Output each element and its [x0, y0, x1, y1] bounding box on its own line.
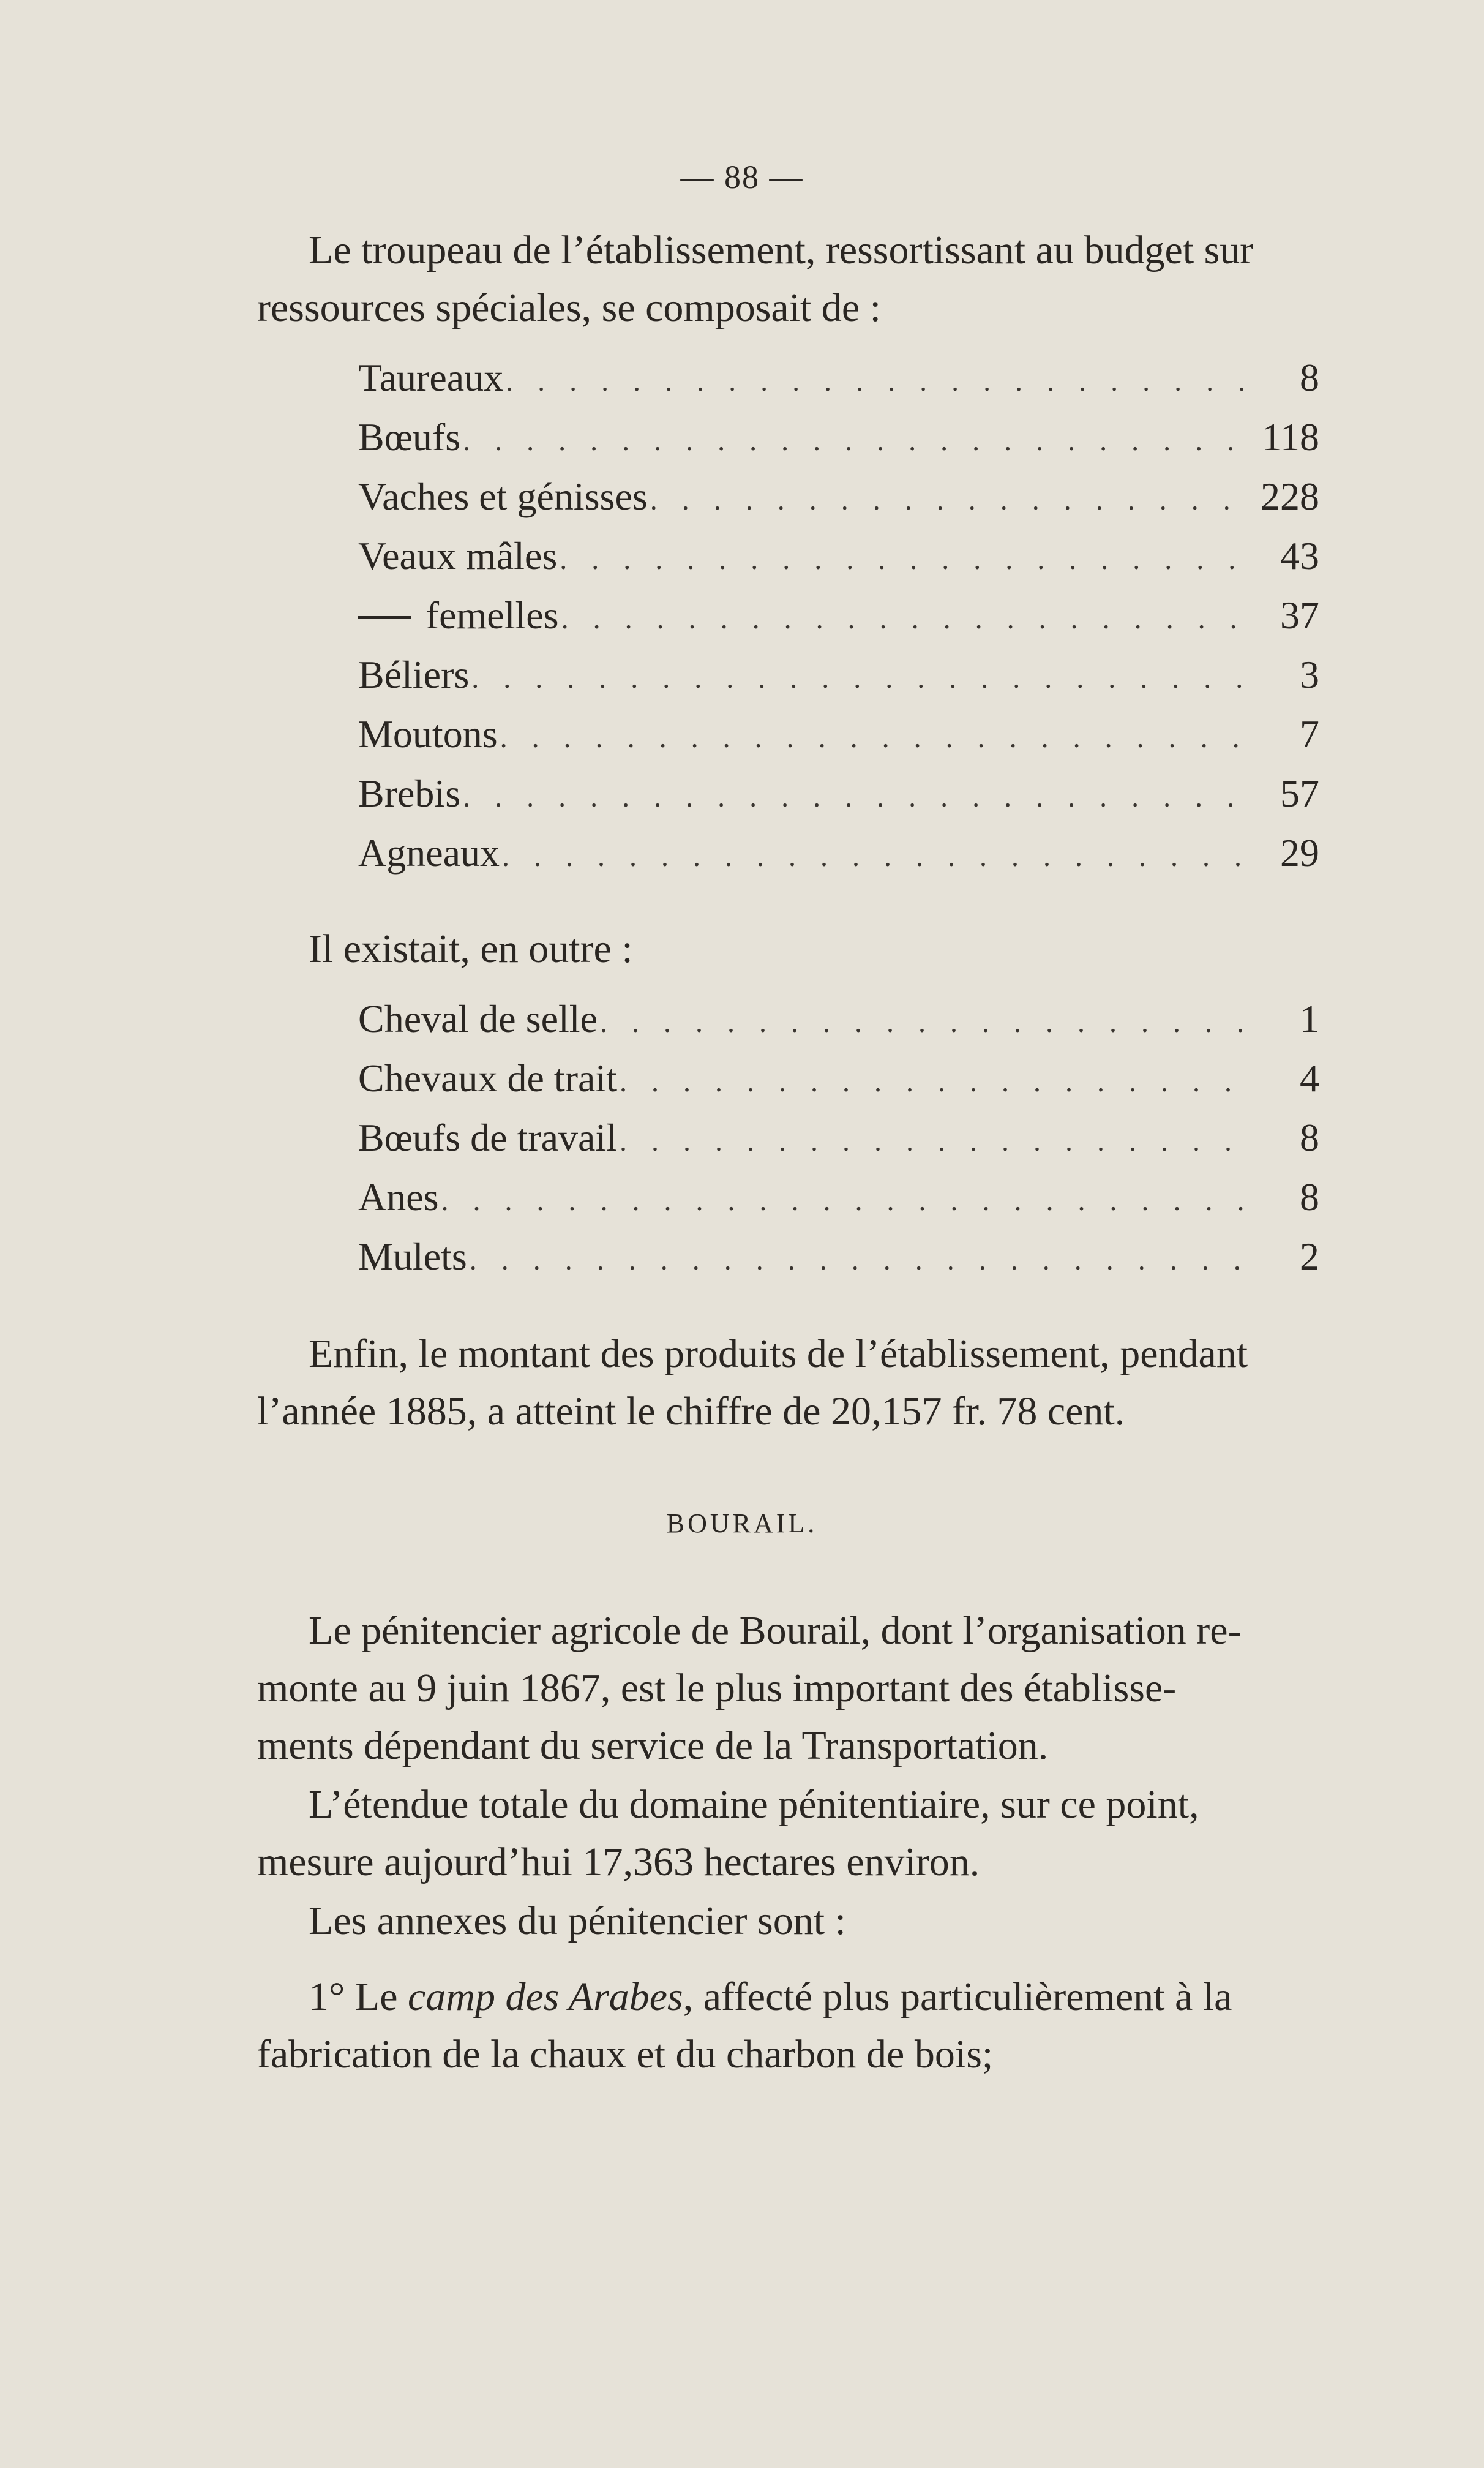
bourail-paragraph-1 — [257, 1602, 1420, 1775]
item-value: 8 — [1300, 1175, 1319, 1219]
leader-dots — [650, 483, 1248, 517]
bourail-p1-line-2: monte au 9 juin 1867, est le plus important des établisse- — [257, 1666, 1177, 1710]
intro-paragraph — [257, 222, 1420, 337]
list-item — [358, 355, 1319, 415]
leader-dots — [463, 780, 1252, 814]
bourail-p2-line-1: L’étendue totale du domaine pénitentiaire, sur ce point, — [309, 1782, 1199, 1827]
item-value: 4 — [1300, 1056, 1319, 1100]
leader-dots — [502, 840, 1252, 873]
bourail-paragraph-3 — [257, 1892, 1420, 1950]
item-label: Agneaux — [358, 831, 500, 875]
extra-intro: Il existait, en outre : — [309, 927, 633, 971]
leader-dots — [463, 424, 1250, 457]
leader-dots — [500, 721, 1252, 754]
annex-1-paragraph — [257, 1968, 1420, 2083]
enfin-line-2: l’année 1885, a atteint le chiffre de 20,157 fr. 78 cent. — [257, 1389, 1125, 1434]
list-item — [358, 593, 1319, 652]
leader-dots — [471, 661, 1252, 695]
item-value: 2 — [1300, 1235, 1319, 1278]
list-item — [358, 996, 1319, 1056]
bourail-p3-line: Les annexes du pénitencier sont : — [309, 1898, 846, 1943]
annex-1-line-1 — [257, 1968, 1420, 2026]
item-label: Béliers — [358, 653, 470, 696]
intro-line-1: Le troupeau de l’établissement, ressortissant au budget sur — [309, 228, 1254, 273]
annex-text-after: , affecté plus particulièrement à la — [683, 1974, 1232, 2019]
enfin-line-1: Enfin, le montant des produits de l’établissement, pendant — [309, 1331, 1248, 1376]
item-label: Bœufs de travail — [358, 1116, 617, 1159]
list-item — [358, 1056, 1319, 1115]
leader-dots — [620, 1124, 1252, 1158]
item-value: 7 — [1300, 712, 1319, 756]
item-label: Vaches et génisses — [358, 475, 648, 518]
item-label: Taureaux — [358, 356, 504, 399]
item-value: 57 — [1280, 772, 1319, 815]
item-value: 228 — [1261, 475, 1319, 518]
bourail-paragraph-2 — [257, 1776, 1420, 1891]
list-item — [358, 415, 1319, 474]
item-value: 118 — [1262, 415, 1319, 459]
list-item — [358, 474, 1319, 533]
item-label: Chevaux de trait — [358, 1056, 617, 1100]
list-item — [358, 771, 1319, 830]
bourail-p1-line-1: Le pénitencier agricole de Bourail, dont l’organisation re- — [309, 1608, 1242, 1653]
list-item — [358, 712, 1319, 771]
leader-dots — [441, 1184, 1252, 1217]
item-label: Anes — [358, 1175, 439, 1219]
item-value: 37 — [1280, 593, 1319, 637]
item-label: Cheval de selle — [358, 997, 598, 1040]
item-value: 29 — [1280, 831, 1319, 875]
annex-italic: camp des Arabes — [408, 1974, 683, 2019]
item-value: 8 — [1300, 1116, 1319, 1159]
annex-text-before: Le — [354, 1974, 408, 2019]
item-label: Mulets — [358, 1235, 467, 1278]
section-title: BOURAIL. — [666, 1508, 818, 1538]
leader-dots — [560, 543, 1252, 576]
livestock-list — [358, 355, 1319, 890]
leader-dots — [470, 1243, 1252, 1277]
item-label: Moutons — [358, 712, 498, 756]
item-label: femelles — [425, 593, 559, 637]
list-item — [358, 1175, 1319, 1234]
leader-dots — [561, 602, 1252, 636]
list-item — [358, 652, 1319, 712]
bourail-p1-line-3: ments dépendant du service de la Transportation. — [257, 1723, 1049, 1768]
list-item — [358, 830, 1319, 890]
annex-number: 1° — [309, 1974, 345, 2019]
list-item — [358, 1234, 1319, 1293]
leader-dots — [600, 1006, 1252, 1039]
item-label: Bœufs — [358, 415, 461, 459]
leader-dots — [620, 1065, 1252, 1099]
item-value: 1 — [1300, 997, 1319, 1040]
leader-dots — [506, 364, 1252, 398]
annex-1-line-2: fabrication de la chaux et du charbon de bois; — [257, 2032, 994, 2077]
item-label: Brebis — [358, 772, 461, 815]
list-item — [358, 1115, 1319, 1175]
ditto-dash — [358, 616, 411, 619]
enfin-paragraph — [257, 1325, 1420, 1440]
item-value: 8 — [1300, 356, 1319, 399]
item-value: 3 — [1300, 653, 1319, 696]
extra-list — [358, 996, 1319, 1293]
list-item — [358, 533, 1319, 593]
item-label: Veaux mâles — [358, 534, 558, 577]
bourail-p2-line-2: mesure aujourd’hui 17,363 hectares environ. — [257, 1840, 980, 1884]
intro-line-2: ressources spéciales, se composait de : — [257, 285, 882, 330]
item-value: 43 — [1280, 534, 1319, 577]
page-number: — 88 — — [680, 159, 804, 195]
